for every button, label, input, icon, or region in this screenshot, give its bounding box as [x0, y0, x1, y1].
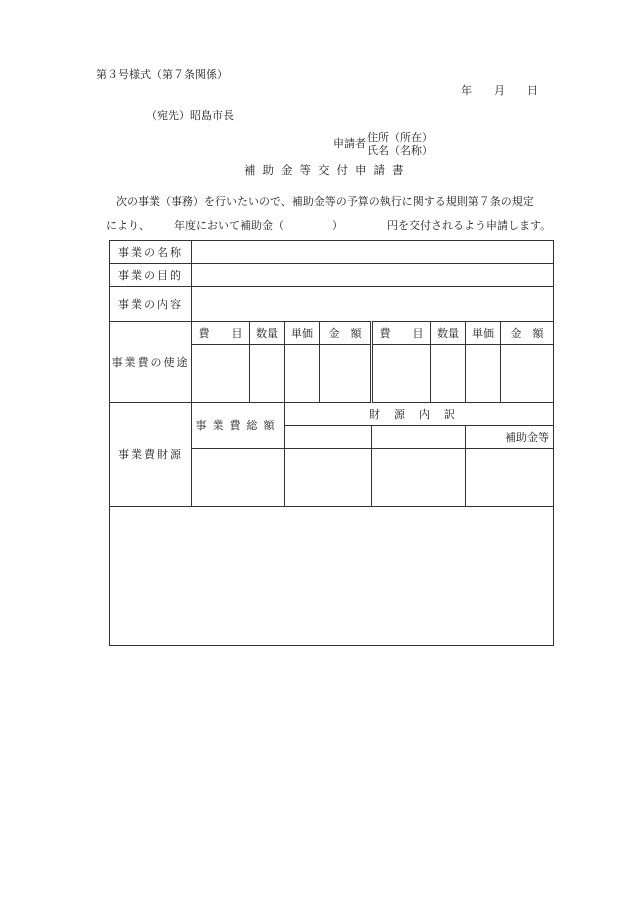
paragraph-line-2-a: により、: [106, 219, 150, 232]
header-amount-2: 金 額: [501, 322, 554, 345]
recipient: （宛先）昭島市長: [146, 109, 234, 122]
cell-item-1[interactable]: [192, 345, 250, 403]
header-quantity-1: 数量: [250, 322, 285, 345]
header-item-1: 費 目: [192, 322, 250, 345]
applicant-address: 住所（所在）: [367, 131, 433, 144]
header-unit-price-1: 単価: [285, 322, 320, 345]
label-funding-source: 事業費財源: [110, 403, 192, 507]
application-table: [109, 240, 554, 646]
paragraph-line-2-c: ）: [332, 219, 343, 232]
cell-amount-2[interactable]: [501, 345, 554, 403]
cell-subsidy[interactable]: [466, 449, 554, 507]
cell-unit-price-1[interactable]: [285, 345, 320, 403]
date-year: 年: [461, 84, 472, 97]
field-project-name[interactable]: [192, 241, 554, 264]
field-project-content[interactable]: [192, 287, 554, 322]
header-amount-1: 金 額: [320, 322, 372, 345]
applicant-label: 申請者: [333, 137, 366, 150]
paragraph-line-2: [106, 220, 551, 231]
cell-quantity-2[interactable]: [431, 345, 466, 403]
cell-funding-2[interactable]: [372, 449, 466, 507]
applicant-block: [367, 131, 433, 157]
label-project-content: 事業の内容: [110, 287, 192, 322]
applicant-name: 氏名（名称）: [367, 144, 433, 157]
paragraph-line-2-d: 円を交付されるよう申請します。: [387, 219, 552, 232]
header-item-2: 費 目: [372, 322, 431, 345]
cell-funding-1[interactable]: [285, 449, 372, 507]
form-number: 第３号様式（第７条関係）: [96, 68, 228, 81]
header-unit-price-2: 単価: [466, 322, 501, 345]
header-funding-breakdown: 財源内訳: [285, 403, 554, 426]
date-line: [461, 85, 538, 96]
label-project-name: 事業の名称: [110, 241, 192, 264]
cell-amount-1[interactable]: [320, 345, 372, 403]
funding-col-1: [285, 426, 372, 449]
paragraph-line-2-b: 年度において補助金（: [174, 219, 284, 232]
cell-quantity-1[interactable]: [250, 345, 285, 403]
funding-col-2: [372, 426, 466, 449]
label-cost-usage: 事業費の使途: [110, 322, 192, 403]
header-total-cost: 事業費総額: [192, 403, 285, 449]
cell-unit-price-2[interactable]: [466, 345, 501, 403]
label-project-purpose: 事業の目的: [110, 264, 192, 287]
field-project-purpose[interactable]: [192, 264, 554, 287]
notes-area[interactable]: [110, 507, 554, 646]
header-subsidy: 補助金等: [466, 426, 554, 449]
cell-total-cost[interactable]: [192, 449, 285, 507]
date-day: 日: [527, 84, 538, 97]
paragraph-line-1: 次の事業（事務）を行いたいので、補助金等の予算の執行に関する規則第７条の規定: [116, 195, 534, 208]
cell-item-2[interactable]: [372, 345, 431, 403]
date-month: 月: [494, 84, 505, 97]
header-quantity-2: 数量: [431, 322, 466, 345]
document-title: 補助金等交付申請書: [244, 163, 411, 177]
